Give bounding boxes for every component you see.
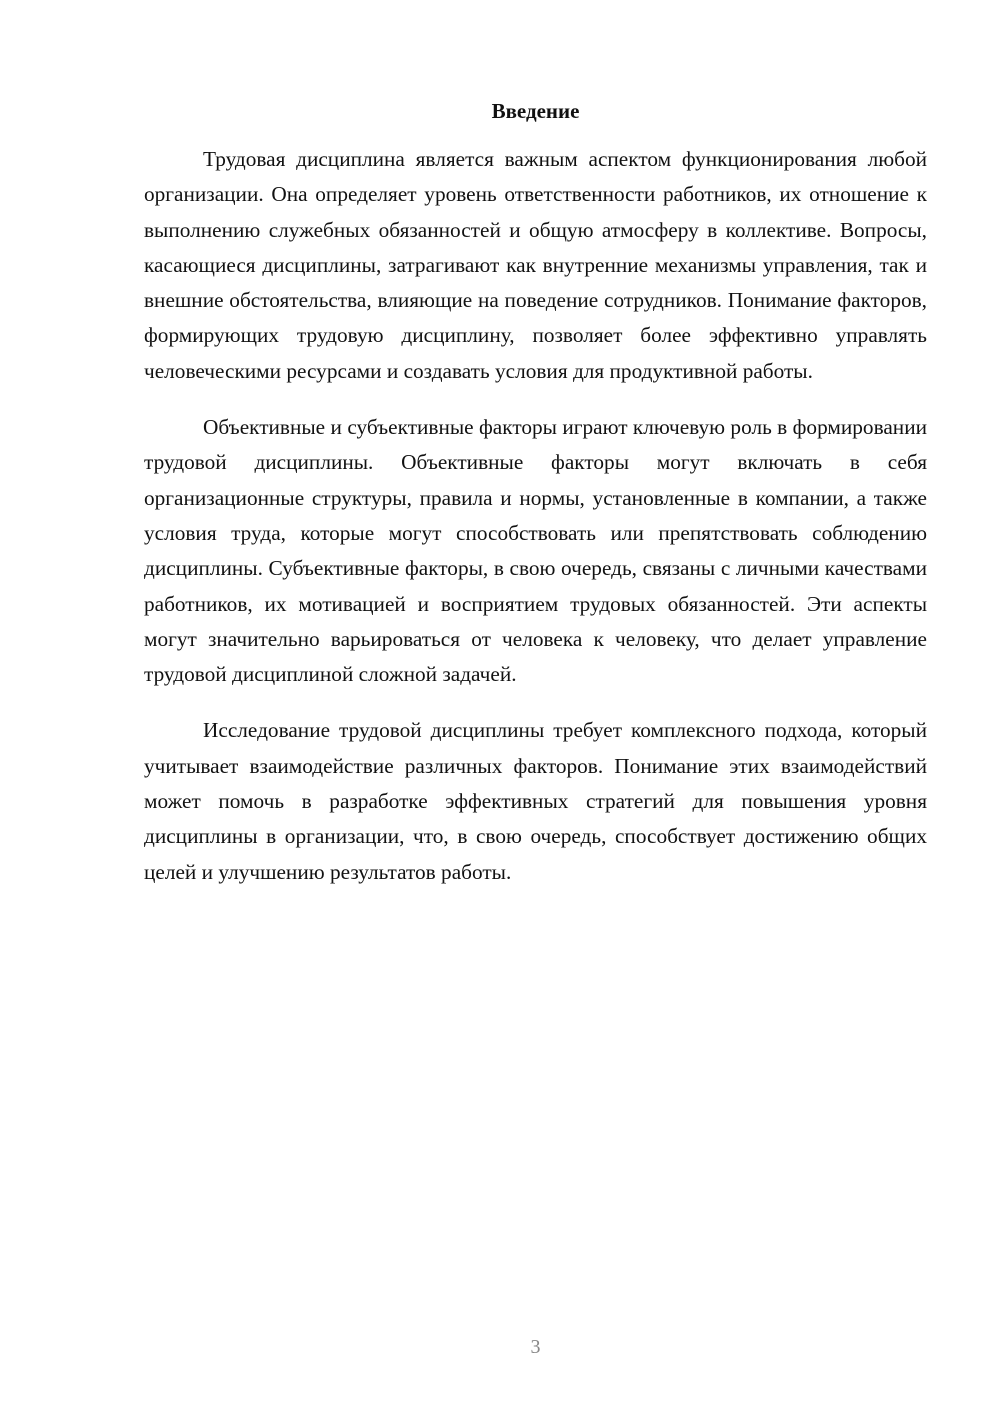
paragraph-3: Исследование трудовой дисциплины требует комплексного подхода, который учитывает взаимодействие различных факторов. Понимание этих взаимодействий может помочь в разработке эффективных стратегий для повышения уровня дисциплины в организации, что, в свою очередь, способствует достижению общих целей и улучшению результатов работы. — [144, 718, 927, 884]
page-number: 3 — [530, 1336, 541, 1358]
body-text — [144, 142, 927, 911]
paragraph-2: Объективные и субъективные факторы играют ключевую роль в формировании трудовой дисциплины. Объективные факторы могут включать в себя организационные структуры, правила и нормы, установленные в компании, а также условия труда, которые могут способствовать или препятствовать соблюдению дисциплины. Субъективные факторы, в свою очередь, связаны с личными качествами работников, их мотивацией и восприятием трудовых обязанностей. Эти аспекты могут значительно варьироваться от человека к человеку, что делает управление трудовой дисциплиной сложной задачей. — [144, 415, 927, 687]
paragraph-1: Трудовая дисциплина является важным аспектом функционирования любой организации. Она определяет уровень ответственности работников, их отношение к выполнению служебных обязанностей и общую атмосферу в коллективе. Вопросы, касающиеся дисциплины, затрагивают как внутренние механизмы управления, так и внешние обстоятельства, влияющие на поведение сотрудников. Понимание факторов, формирующих трудовую дисциплину, позволяет более эффективно управлять человеческими ресурсами и создавать условия для продуктивной работы. — [144, 147, 927, 383]
section-heading: Введение — [491, 99, 580, 123]
